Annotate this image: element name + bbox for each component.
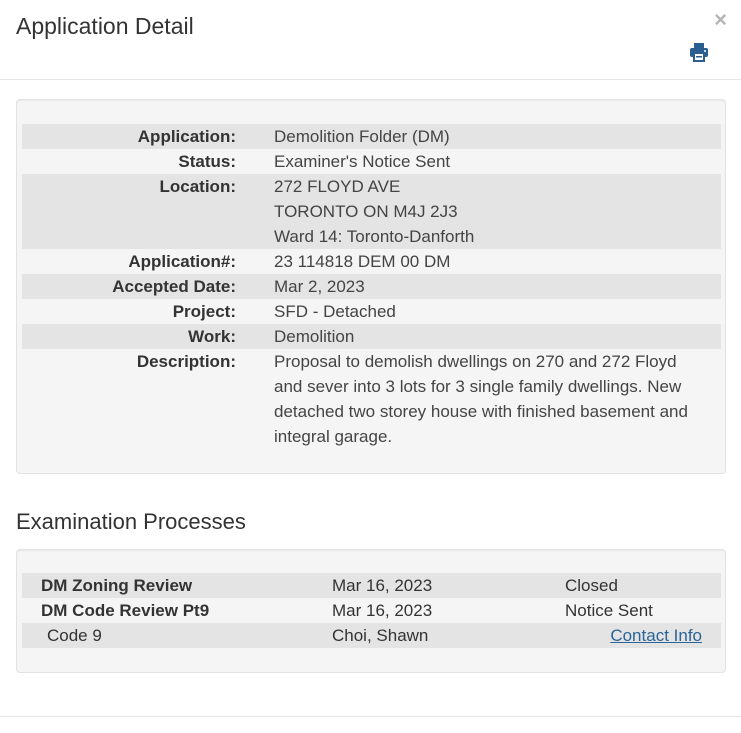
- detail-row-accepted-date: [22, 274, 721, 299]
- process-status: Closed: [565, 573, 721, 598]
- detail-row-project: [22, 299, 721, 324]
- examination-processes-panel: [16, 549, 726, 673]
- close-button[interactable]: ×: [714, 7, 727, 32]
- process-sub-row: [22, 623, 721, 648]
- detail-label: Description:: [136, 352, 236, 371]
- detail-row-application: [22, 124, 721, 149]
- modal-header: [0, 0, 741, 80]
- process-status: Notice Sent: [565, 601, 653, 620]
- detail-row-location: [22, 174, 721, 249]
- process-code: Code 9: [22, 623, 332, 648]
- detail-label: Project:: [172, 302, 236, 321]
- detail-row-description: [22, 349, 721, 449]
- detail-label: Location:: [22, 174, 236, 249]
- detail-label: Accepted Date:: [22, 274, 236, 299]
- detail-label: Application:: [22, 124, 236, 149]
- examination-processes-title: Examination Processes: [16, 509, 246, 534]
- detail-label: Application#:: [128, 252, 236, 271]
- detail-row-work: [22, 324, 721, 349]
- detail-row-status: [22, 149, 721, 174]
- details-table: [22, 124, 721, 449]
- detail-value: 272 FLOYD AVE TORONTO ON M4J 2J3 Ward 14: Toronto-Danforth: [274, 174, 721, 249]
- detail-value: Mar 2, 2023: [274, 274, 721, 299]
- process-name: DM Code Review Pt9: [41, 601, 210, 620]
- application-details-panel: [16, 99, 726, 474]
- printer-icon[interactable]: [689, 42, 709, 62]
- detail-value: Demolition Folder (DM): [274, 124, 721, 149]
- detail-row-application-number: [22, 249, 721, 274]
- contact-info-link[interactable]: Contact Info: [610, 626, 702, 645]
- detail-label: Work:: [22, 324, 236, 349]
- detail-value: Demolition: [274, 324, 721, 349]
- detail-value: SFD - Detached: [274, 302, 396, 321]
- process-row: [22, 573, 721, 598]
- modal-footer-divider: [0, 716, 741, 717]
- process-name: DM Zoning Review: [22, 573, 332, 598]
- detail-value: Proposal to demolish dwellings on 270 and 272 Floyd and sever into 3 lots for 3 single family dwellings. New detached two storey house with finished basement and integral garage.: [274, 352, 688, 446]
- detail-label: Status:: [178, 152, 236, 171]
- modal-title: Application Detail: [16, 13, 194, 39]
- detail-value: Examiner's Notice Sent: [274, 152, 451, 171]
- processes-table: [22, 573, 721, 648]
- process-date: Mar 16, 2023: [332, 573, 565, 598]
- detail-value: 23 114818 DEM 00 DM: [274, 252, 451, 271]
- process-date: Mar 16, 2023: [332, 601, 433, 620]
- process-examiner: Choi, Shawn: [332, 623, 565, 648]
- process-row: [22, 598, 721, 623]
